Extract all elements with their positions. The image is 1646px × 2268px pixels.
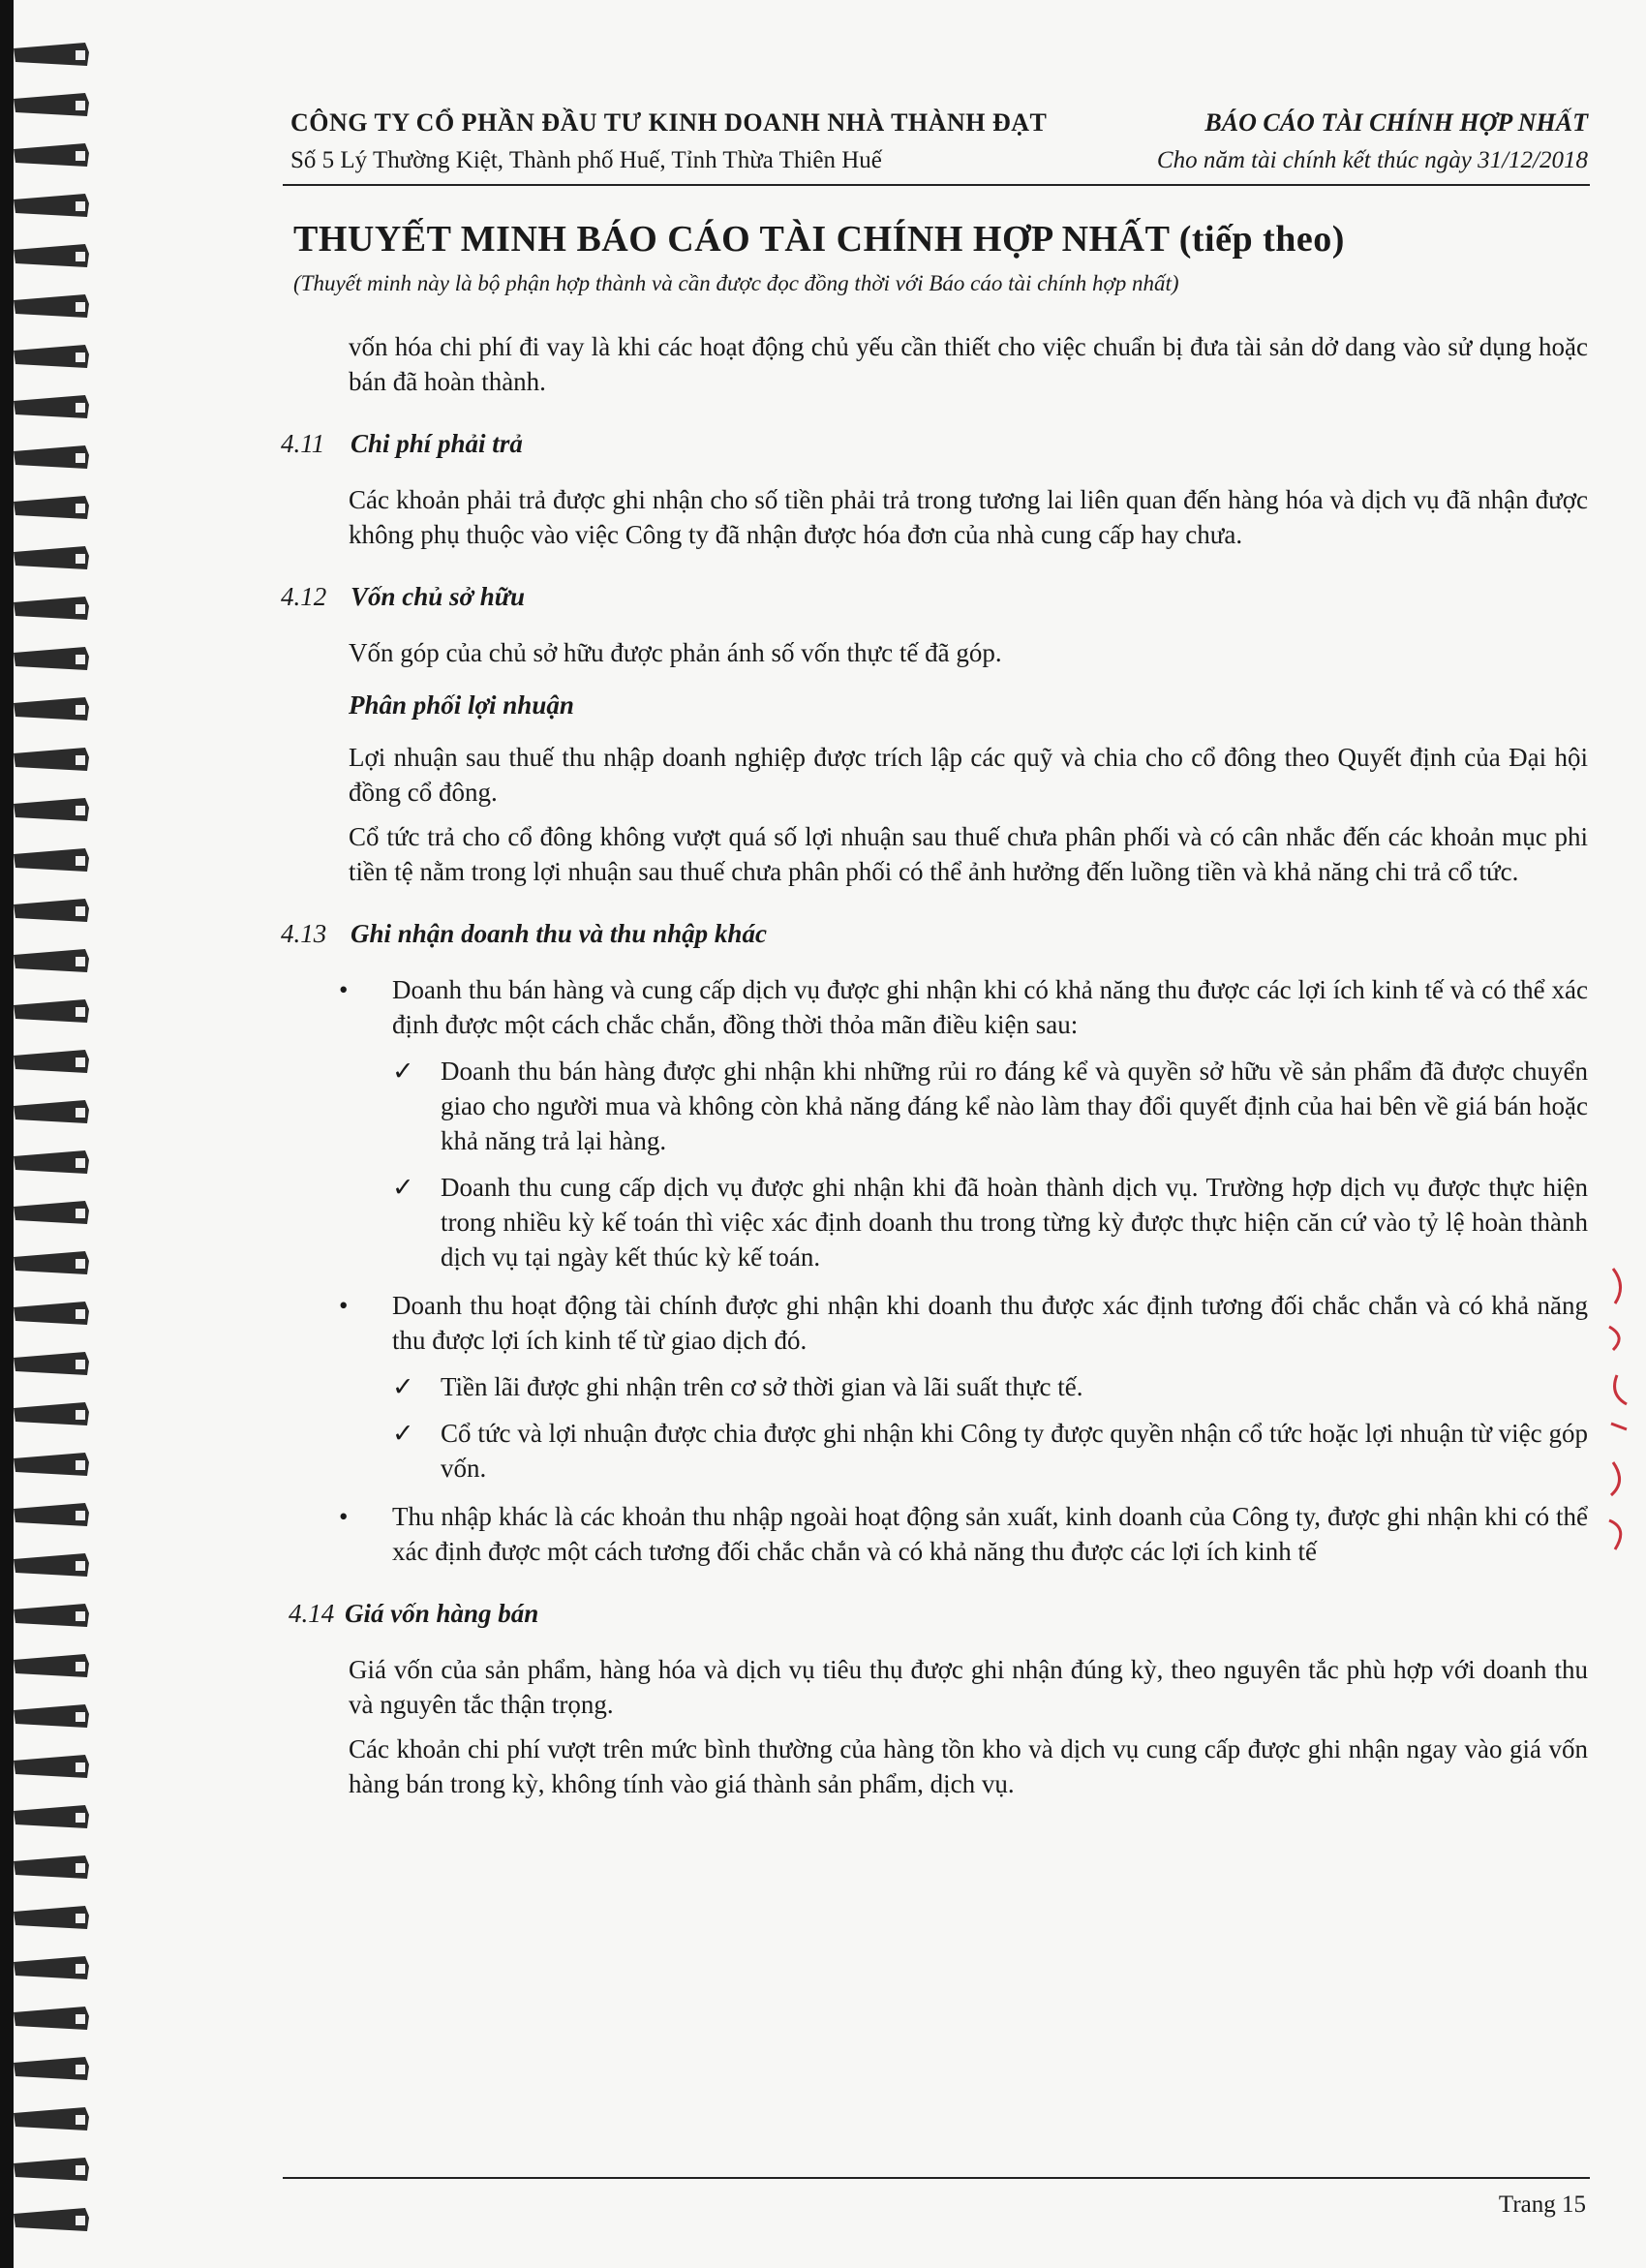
report-name: BÁO CÁO TÀI CHÍNH HỢP NHẤT (1204, 108, 1588, 137)
checkmark-icon: ✓ (392, 1372, 414, 1401)
company-address: Số 5 Lý Thường Kiệt, Thành phố Huế, Tỉnh Thừa Thiên Huế (290, 147, 882, 173)
list-item-text: Doanh thu hoạt động tài chính được ghi nhận khi doanh thu được xác định tương đối chắc chắn và có khả năng thu được lợi ích kinh tế từ giao dịch đó. (392, 1291, 1588, 1355)
check-list (392, 1054, 1588, 1274)
list-item-text: Thu nhập khác là các khoản thu nhập ngoài hoạt động sản xuất, kinh doanh của Công ty, được ghi nhận khi có thể xác định được một cách tương đối chắc chắn và có khả năng thu được các lợi ích kinh tế (392, 1502, 1588, 1566)
heading-number: 4.12 (281, 582, 327, 611)
list-item (281, 1288, 1588, 1486)
intro-paragraph: vốn hóa chi phí đi vay là khi các hoạt động chủ yếu cần thiết cho việc chuẩn bị đưa tài sản dở dang vào sử dụng hoặc bán đã hoàn thành. (349, 332, 1588, 396)
section-title: THUYẾT MINH BÁO CÁO TÀI CHÍNH HỢP NHẤT (tiếp theo) (293, 219, 1345, 260)
revenue-bullet-list (281, 972, 1588, 1569)
header-left (290, 108, 1162, 180)
notes-body (281, 329, 1588, 1801)
list-item (281, 972, 1588, 1274)
heading-text: Giá vốn hàng bán (345, 1599, 539, 1628)
paragraph: Lợi nhuận sau thuế thu nhập doanh nghiệp được trích lập các quỹ và chia cho cổ đông theo Quyết định của Đại hội đồng cổ đông. (349, 743, 1588, 807)
bullet-icon: • (339, 975, 349, 1004)
paragraph: Giá vốn của sản phẩm, hàng hóa và dịch vụ tiêu thụ được ghi nhận đúng kỳ, theo nguyên tắc phù hợp với doanh thu và nguyên tắc thận trọng. (349, 1655, 1588, 1719)
header-divider (283, 184, 1590, 186)
heading-number: 4.11 (281, 429, 325, 458)
check-item (392, 1369, 1588, 1404)
red-stamp-mark (1603, 1259, 1638, 1569)
check-item-text: Cổ tức và lợi nhuận được chia được ghi nhận khi Công ty được quyền nhận cổ tức hoặc lợi nhuận từ việc góp vốn. (441, 1419, 1588, 1483)
check-item (392, 1170, 1588, 1274)
paragraph: Cổ tức trả cho cổ đông không vượt quá số lợi nhuận sau thuế chưa phân phối và có cân nhắc đến các khoản mục phi tiền tệ nằm trong lợi nhuận sau thuế chưa phân phối có thể ảnh hưởng đến luồng tiền và khả năng chi trả cổ tức. (349, 822, 1588, 886)
sub-heading-profit-distribution: Phân phối lợi nhuận (349, 690, 574, 720)
company-name: CÔNG TY CỔ PHẦN ĐẦU TƯ KINH DOANH NHÀ THÀNH ĐẠT (290, 108, 1048, 137)
check-item (392, 1054, 1588, 1158)
heading-4-12 (281, 579, 1588, 614)
list-item (281, 1499, 1588, 1569)
heading-number: 4.14 (289, 1599, 335, 1628)
heading-text: Ghi nhận doanh thu và thu nhập khác (351, 919, 767, 948)
paragraph: Các khoản chi phí vượt trên mức bình thường của hàng tồn kho và dịch vụ cung cấp được ghi nhận ngay vào giá vốn hàng bán trong kỳ, không tính vào giá thành sản phẩm, dịch vụ. (349, 1734, 1588, 1798)
check-list (392, 1369, 1588, 1486)
check-item-text: Doanh thu cung cấp dịch vụ được ghi nhận khi đã hoàn thành dịch vụ. Trường hợp dịch vụ được thực hiện trong nhiều kỳ kế toán thì việc xác định doanh thu trong từng kỳ được thực hiện căn cứ vào tỷ lệ hoàn thành dịch vụ tại ngày kết thúc kỳ kế toán. (441, 1173, 1588, 1272)
heading-4-14 (289, 1596, 1588, 1631)
check-item-text: Doanh thu bán hàng được ghi nhận khi những rủi ro đáng kể và quyền sở hữu về sản phẩm đã được chuyển giao cho người mua và không còn khả năng đáng kể nào làm thay đổi quyết định của hai bên về giá bán hoặc khả năng trả lại hàng. (441, 1057, 1588, 1155)
section-subtitle: (Thuyết minh này là bộ phận hợp thành và cần được đọc đồng thời với Báo cáo tài chính hợp nhất) (293, 271, 1179, 295)
paragraph: Các khoản phải trả được ghi nhận cho số tiền phải trả trong tương lai liên quan đến hàng hóa và dịch vụ đã nhận được không phụ thuộc vào việc Công ty đã nhận được hóa đơn của nhà cung cấp hay chưa. (349, 485, 1588, 549)
list-item-text: Doanh thu bán hàng và cung cấp dịch vụ được ghi nhận khi có khả năng thu được các lợi ích kinh tế và có thể xác định được một cách chắc chắn, đồng thời thỏa mãn điều kiện sau: (392, 975, 1588, 1039)
heading-4-13 (281, 916, 1588, 951)
checkmark-icon: ✓ (392, 1173, 414, 1202)
checkmark-icon: ✓ (392, 1419, 414, 1448)
header-right (1084, 108, 1588, 180)
heading-4-11 (281, 426, 1588, 461)
bullet-icon: • (339, 1291, 349, 1320)
paragraph: Vốn góp của chủ sở hữu được phản ánh số vốn thực tế đã góp. (349, 638, 1002, 667)
page-number: Trang 15 (1498, 2191, 1586, 2218)
check-item (392, 1416, 1588, 1486)
heading-text: Chi phí phải trả (351, 429, 523, 458)
heading-number: 4.13 (281, 919, 327, 948)
checkmark-icon: ✓ (392, 1057, 414, 1086)
heading-text: Vốn chủ sở hữu (351, 582, 525, 611)
footer-divider (283, 2177, 1590, 2179)
report-period: Cho năm tài chính kết thúc ngày 31/12/2018 (1156, 147, 1588, 173)
bullet-icon: • (339, 1502, 349, 1531)
check-item-text: Tiền lãi được ghi nhận trên cơ sở thời gian và lãi suất thực tế. (441, 1372, 1083, 1401)
